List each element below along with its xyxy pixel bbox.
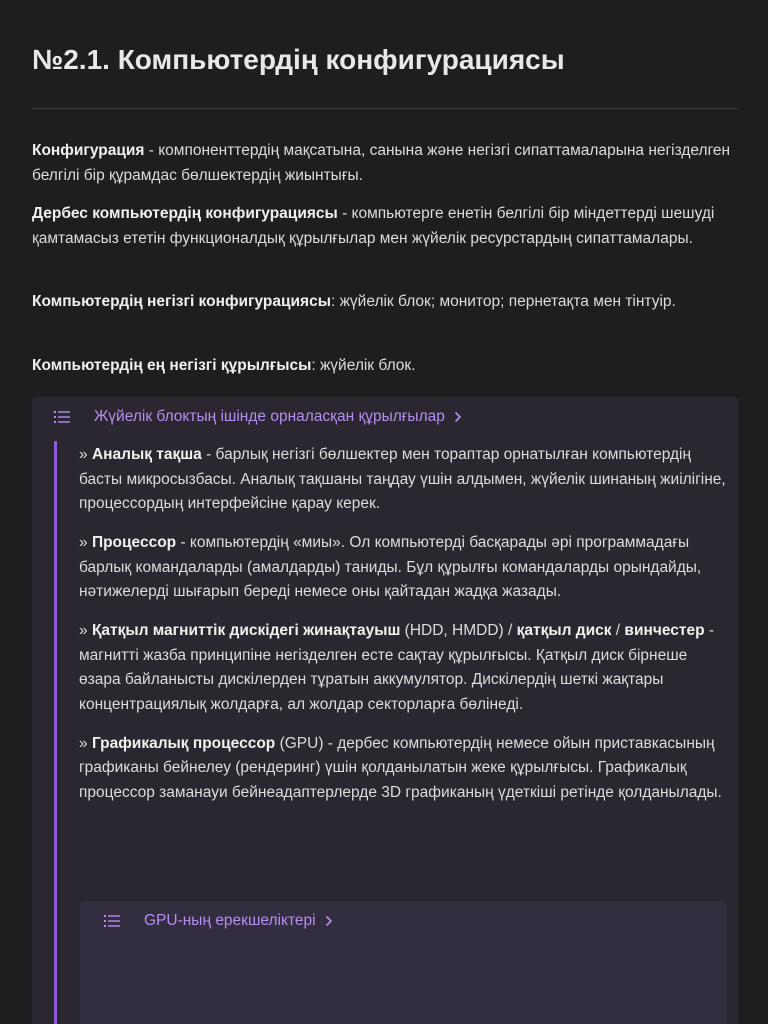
chevron-right-icon xyxy=(325,915,333,927)
list-item-motherboard xyxy=(79,443,729,517)
definition: - барлық негізгі бөлшектер мен тораптар орнатылған компьютердің басты микросызбасы. Аналық тақшаны таңдау үшін алдымен, жүйелік шинаның жиілігіне, процессордың интерфейсіне қарау керек. xyxy=(79,446,726,512)
callout-system-unit-devices xyxy=(32,397,738,1024)
list-icon xyxy=(104,914,120,928)
page-title: №2.1. Компьютердің конфигурациясы xyxy=(32,44,565,75)
callout-content xyxy=(79,443,729,820)
term: Дербес компьютердің конфигурациясы xyxy=(32,205,338,222)
item-marker: » xyxy=(79,446,92,463)
list-icon xyxy=(54,410,70,424)
definition: : жүйелік блок. xyxy=(311,357,416,374)
term: винчестер xyxy=(624,622,705,639)
definition: - компьютерге енетін белгілі бір міндеттерді шешуді қамтамасыз ететін функционалдық құрылғылар мен жүйелік ресурстардың сипаттамалары. xyxy=(32,205,715,247)
paragraph-configuration xyxy=(32,139,738,188)
term: қатқыл диск xyxy=(516,622,612,639)
term: Компьютердің негізгі конфигурациясы xyxy=(32,293,331,310)
list-item-processor xyxy=(79,531,729,605)
item-marker: » xyxy=(79,534,92,551)
term: Графикалық процессор xyxy=(91,734,276,752)
term: Аналық тақша xyxy=(91,446,202,463)
sub-callout-title[interactable]: GPU-ның ерекшеліктері xyxy=(144,912,316,929)
text: (HDD, HMDD) / xyxy=(400,622,517,639)
sub-callout-toggle[interactable] xyxy=(104,909,333,933)
definition: : жүйелік блок; монитор; пернетақта мен тінтуір. xyxy=(330,293,676,310)
callout-accent-bar xyxy=(54,441,57,1024)
paragraph-pc-configuration xyxy=(32,202,738,251)
callout-toggle[interactable] xyxy=(54,405,462,429)
term: Конфигурация xyxy=(32,142,145,159)
definition: (GPU) - дербес компьютердің немесе ойын приставкасының графиканы бейнелеу (рендеринг) үшін қолданылатын жеке құрылғысы. Графикалық процессор заманауи бейнеадаптерлерде 3D графиканың үдеткіші ретінде қолданылады. xyxy=(79,734,722,801)
definition: - компьютердің «миы». Ол компьютерді басқарады әрі программадағы барлық командаларды (амалдарды) таниды. Бұл құрылғы командаларды орындайды, нәтижелерді шығарып береді немесе оны қайтадан жадқа жазады. xyxy=(79,534,702,600)
title-divider xyxy=(32,108,738,109)
item-marker: » xyxy=(79,622,92,639)
term: Компьютердің ең негізгі құрылғысы xyxy=(32,357,312,374)
callout-title[interactable]: Жүйелік блоктың ішінде орналасқан құрылғылар xyxy=(94,408,445,425)
definition: - компоненттердің мақсатына, санына және негізгі сипаттамаларына негізделген белгілі бір құрамдас бөлшектердің жиынтығы. xyxy=(32,142,731,184)
item-marker: » xyxy=(79,734,92,752)
definition: - магнитті жазба принципіне негізделген есте сақтау құрылғысы. Қатқыл диск бірнеше өзара байланысты дискілерден тұратын аккумулятор. Дискілердің шеткі жақтары концентрациялық жолдарға, ал жолдар секторларға бөлінеді. xyxy=(79,622,715,713)
paragraph-basic-configuration xyxy=(32,290,738,315)
chevron-right-icon xyxy=(454,411,462,423)
list-item-hard-disk xyxy=(79,619,729,717)
term: Процессор xyxy=(91,534,177,551)
callout-gpu-features xyxy=(80,901,726,1024)
paragraph-main-device xyxy=(32,354,738,379)
term: Қатқыл магниттік дискідегі жинақтауыш xyxy=(91,622,401,639)
text: / xyxy=(611,622,625,639)
list-item-gpu xyxy=(79,732,729,806)
